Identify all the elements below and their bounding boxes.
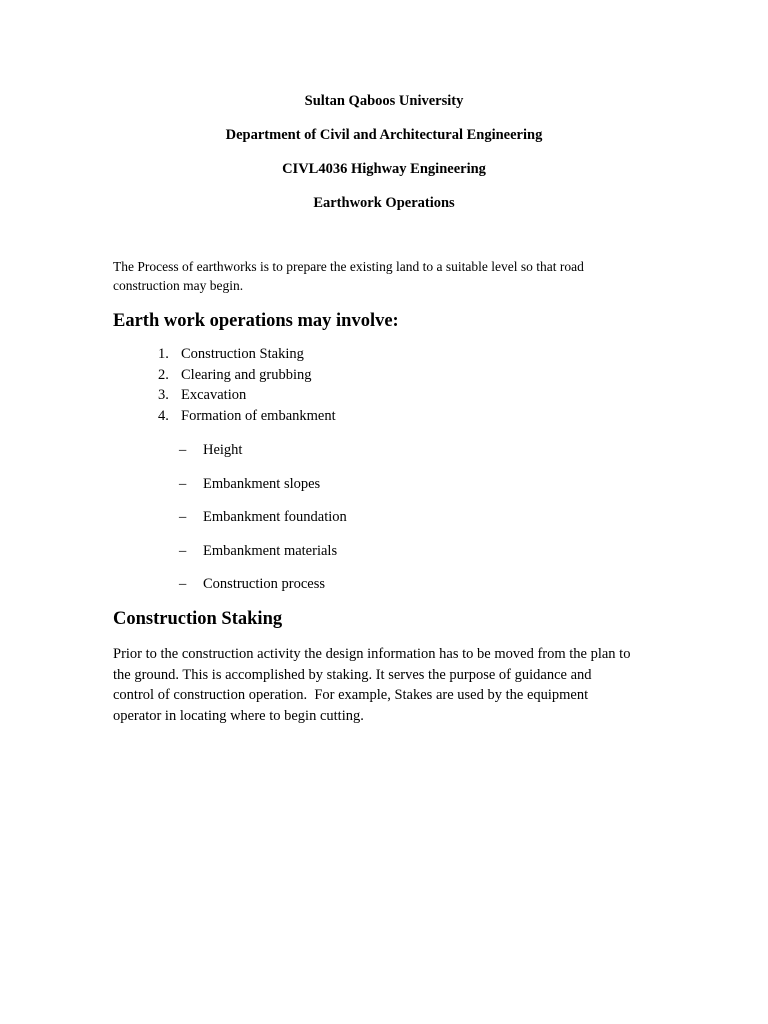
list-item-text: Clearing and grubbing: [181, 366, 312, 383]
list-item-text: Excavation: [181, 387, 247, 403]
list-number: 3.: [158, 387, 169, 403]
staking-heading: Construction Staking: [113, 609, 283, 629]
document-title: Earthwork Operations: [313, 195, 455, 211]
sublist-item-text: Construction process: [203, 576, 326, 592]
staking-paragraph: [113, 644, 673, 726]
dash-bullet: –: [179, 442, 187, 458]
dash-bullet: –: [179, 475, 187, 492]
dash-bullet: –: [179, 509, 187, 525]
list-item-text: Construction Staking: [181, 346, 304, 362]
intro-paragraph: [113, 257, 673, 295]
intro-line: construction may begin.: [113, 278, 244, 293]
sublist-item-text: Height: [203, 442, 243, 458]
list-item-text: Formation of embankment: [181, 407, 336, 424]
dash-bullet: –: [179, 542, 187, 559]
course-title: CIVL4036 Highway Engineering: [282, 161, 486, 177]
list-number: 2.: [158, 366, 169, 383]
dash-bullet: –: [179, 576, 187, 592]
department-name: Department of Civil and Architectural Engineering: [225, 127, 543, 143]
university-name: Sultan Qaboos University: [304, 93, 464, 109]
sublist-item-text: Embankment materials: [203, 542, 338, 559]
paragraph-line: control of construction operation. For example, Stakes are used by the equipment: [113, 687, 589, 703]
paragraph-line: the ground. This is accomplished by staking. It serves the purpose of guidance and: [113, 666, 592, 683]
list-number: 4.: [158, 407, 169, 424]
sublist-item-text: Embankment foundation: [203, 509, 347, 525]
operations-heading: Earth work operations may involve:: [113, 311, 399, 331]
paragraph-line: Prior to the construction activity the design information has to be moved from the plan to: [113, 646, 631, 662]
paragraph-line: operator in locating where to begin cutting.: [113, 707, 364, 724]
sublist-item-text: Embankment slopes: [203, 475, 321, 492]
intro-line: The Process of earthworks is to prepare the existing land to a suitable level so that road: [113, 259, 584, 274]
list-number: 1.: [158, 346, 169, 362]
